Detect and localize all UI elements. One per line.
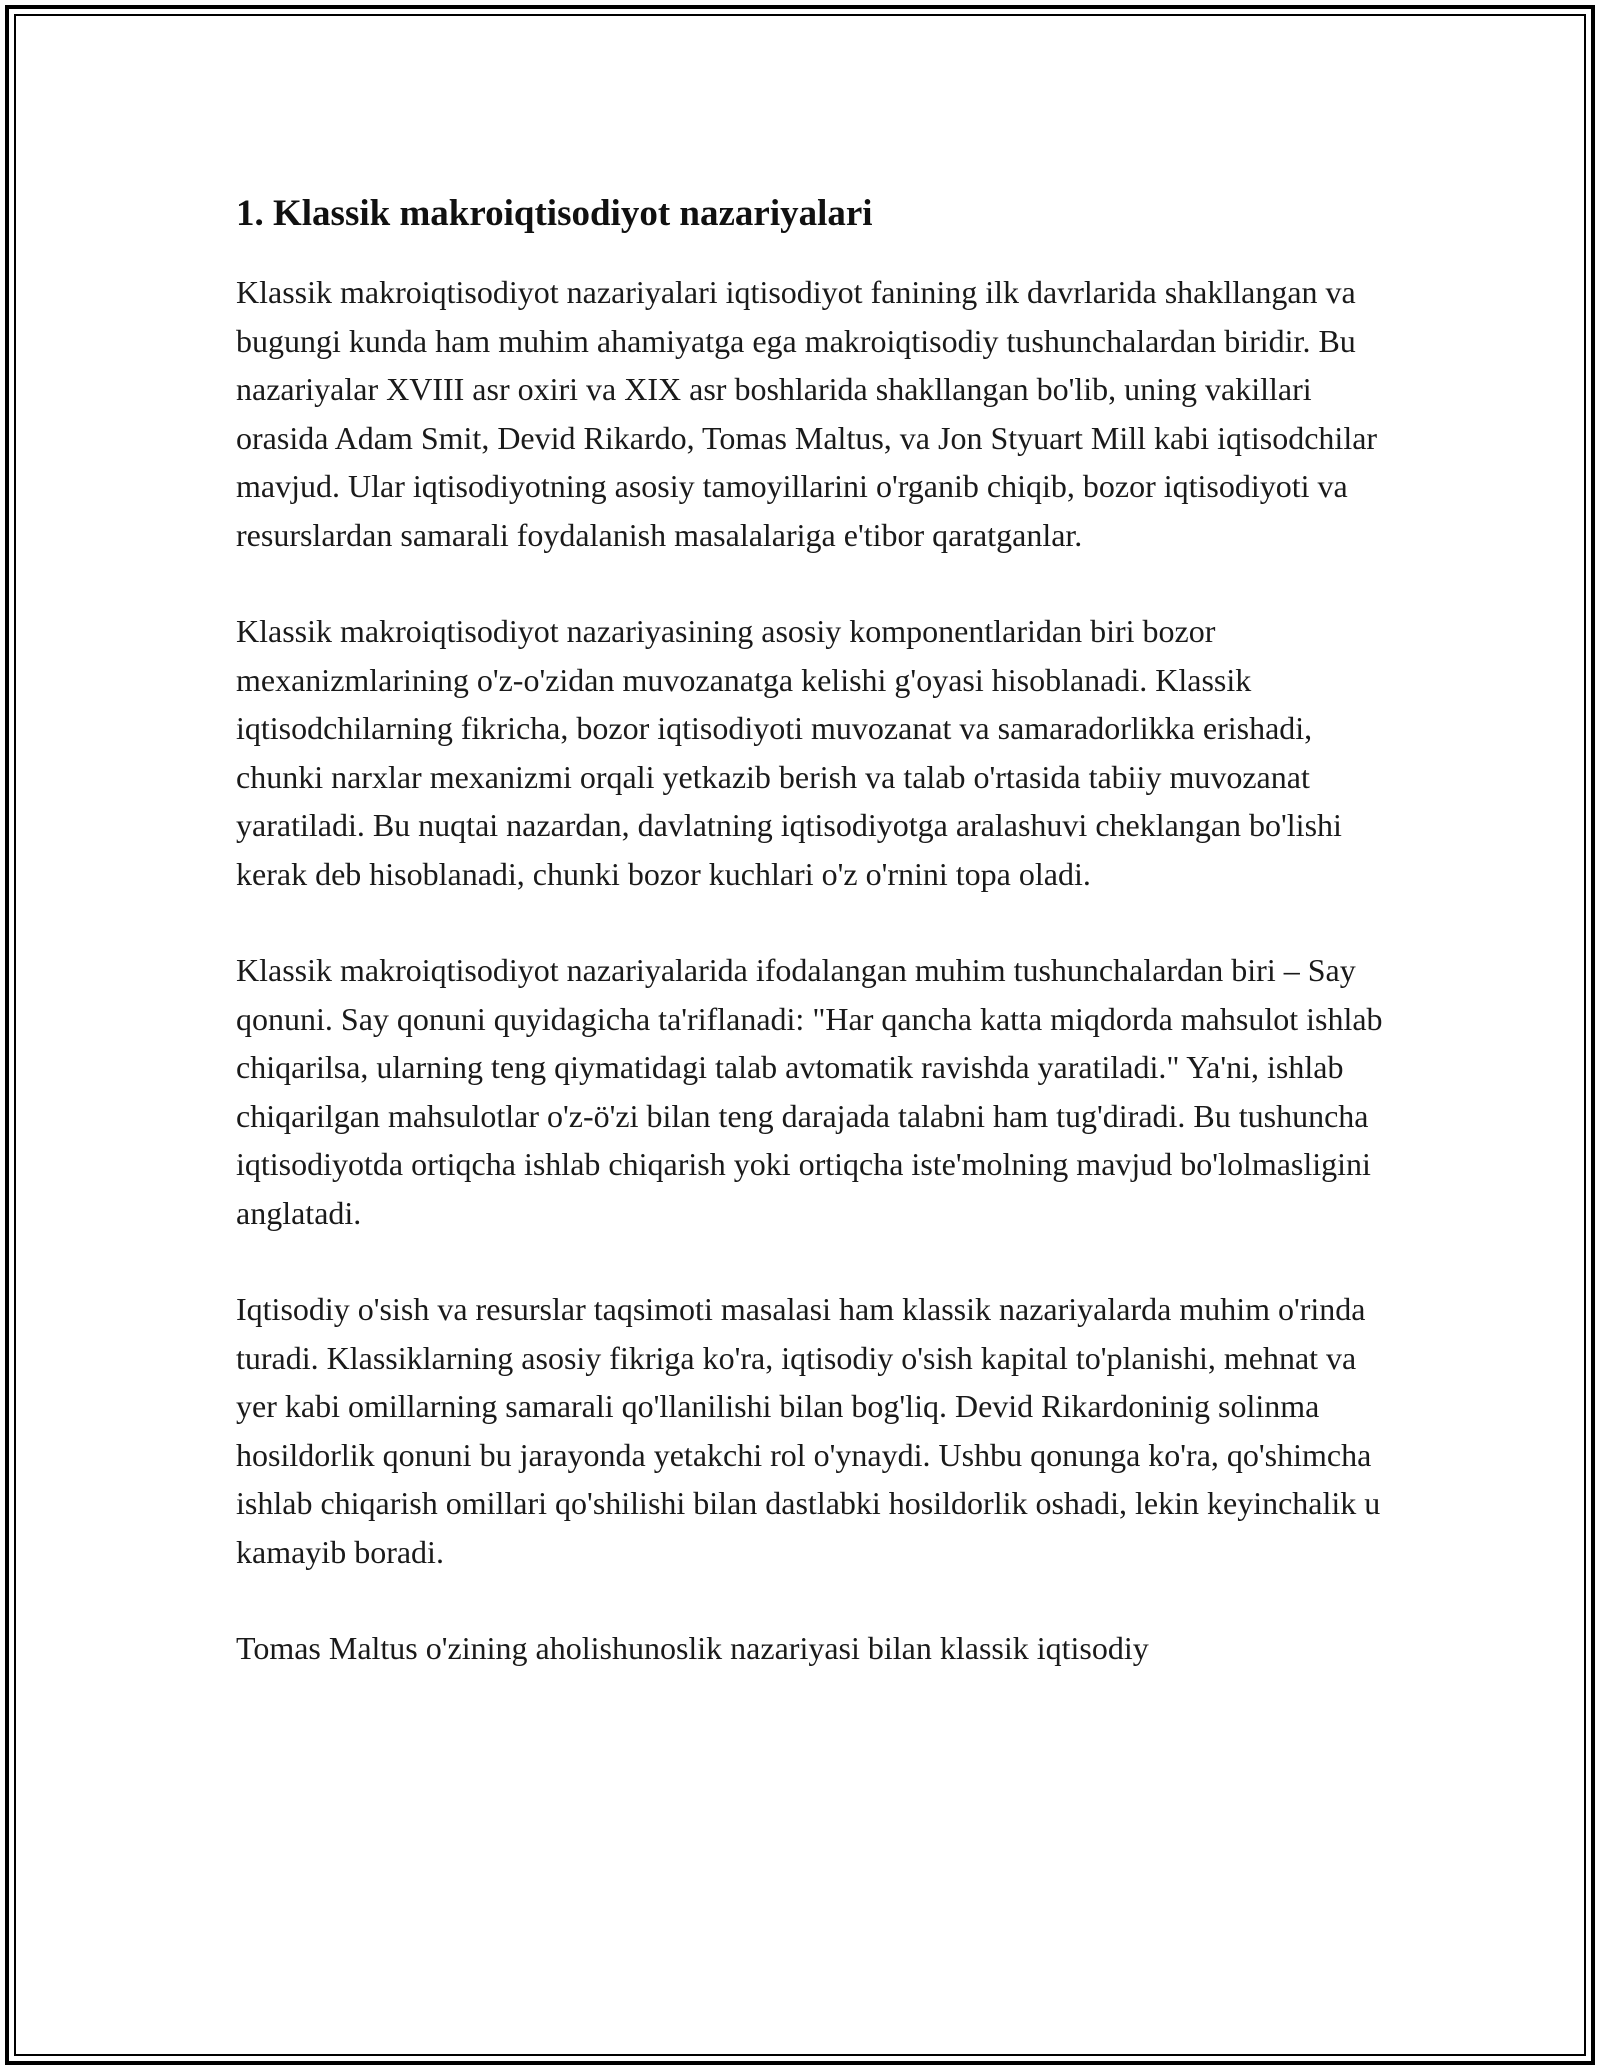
- paragraph-4: Iqtisodiy o'sish va resurslar taqsimoti masalasi ham klassik nazariyalarda muhim o'rinda turadi. Klassiklarning asosiy fikriga ko'ra, iqtisodiy o'sish kapital to'planishi, mehnat va yer kabi omillarning samarali qo'llanilishi bilan bog'liq. Devid Rikardoninig solinma hosildorlik qonuni bu jarayonda yetakchi rol o'ynaydi. Ushbu qonunga ko'ra, qo'shimcha ishlab chiqarish omillari qo'shilishi bilan dastlabki hosildorlik oshadi, lekin keyinchalik u kamayib boradi.: [236, 1291, 1381, 1570]
- section-heading: 1. Klassik makroiqtisodiyot nazariyalari: [236, 193, 873, 234]
- paragraph-1: Klassik makroiqtisodiyot nazariyalari iqtisodiyot fanining ilk davrlarida shakllangan va bugungi kunda ham muhim ahamiyatga ega makroiqtisodiy tushunchalardan biridir. Bu nazariyalar XVIII asr oxiri va XIX asr boshlarida shakllangan bo'lib, uning vakillari orasida Adam Smit, Devid Rikardo, Tomas Maltus, va Jon Styuart Mill kabi iqtisodchilar mavjud. Ular iqtisodiyotning asosiy tamoyillarini o'rganib chiqib, bozor iqtisodiyoti va resurslardan samarali foydalanish masalalariga e'tibor qaratganlar.: [236, 274, 1378, 553]
- paragraph-3: Klassik makroiqtisodiyot nazariyalarida ifodalangan muhim tushunchalardan biri – Say qonuni. Say qonuni quyidagicha ta'riflanadi: "Har qancha katta miqdorda mahsulot ishlab chiqarilsa, ularning teng qiymatidagi talab avtomatik ravishda yaratiladi." Ya'ni, ishlab chiqarilgan mahsulotlar o'z-ö'zi bilan teng darajada talabni ham tug'diradi. Bu tushuncha iqtisodiyotda ortiqcha ishlab chiqarish yoki ortiqcha iste'molning mavjud bo'lolmasligini anglatadi.: [236, 952, 1383, 1231]
- paragraph-2: Klassik makroiqtisodiyot nazariyasining asosiy komponentlaridan biri bozor mexanizmlarining o'z-o'zidan muvozanatga kelishi g'oyasi hisoblanadi. Klassik iqtisodchilarning fikricha, bozor iqtisodiyoti muvozanat va samaradorlikka erishadi, chunki narxlar mexanizmi orqali yetkazib berish va talab o'rtasida tabiiy muvozanat yaratiladi. Bu nuqtai nazardan, davlatning iqtisodiyotga aralashuvi cheklangan bo'lishi kerak deb hisoblanadi, chunki bozor kuchlari o'z o'rnini topa oladi.: [236, 613, 1342, 892]
- paragraph-5: Tomas Maltus o'zining aholishunoslik nazariyasi bilan klassik iqtisodiy: [236, 1630, 1149, 1666]
- document-body: [236, 190, 1386, 1721]
